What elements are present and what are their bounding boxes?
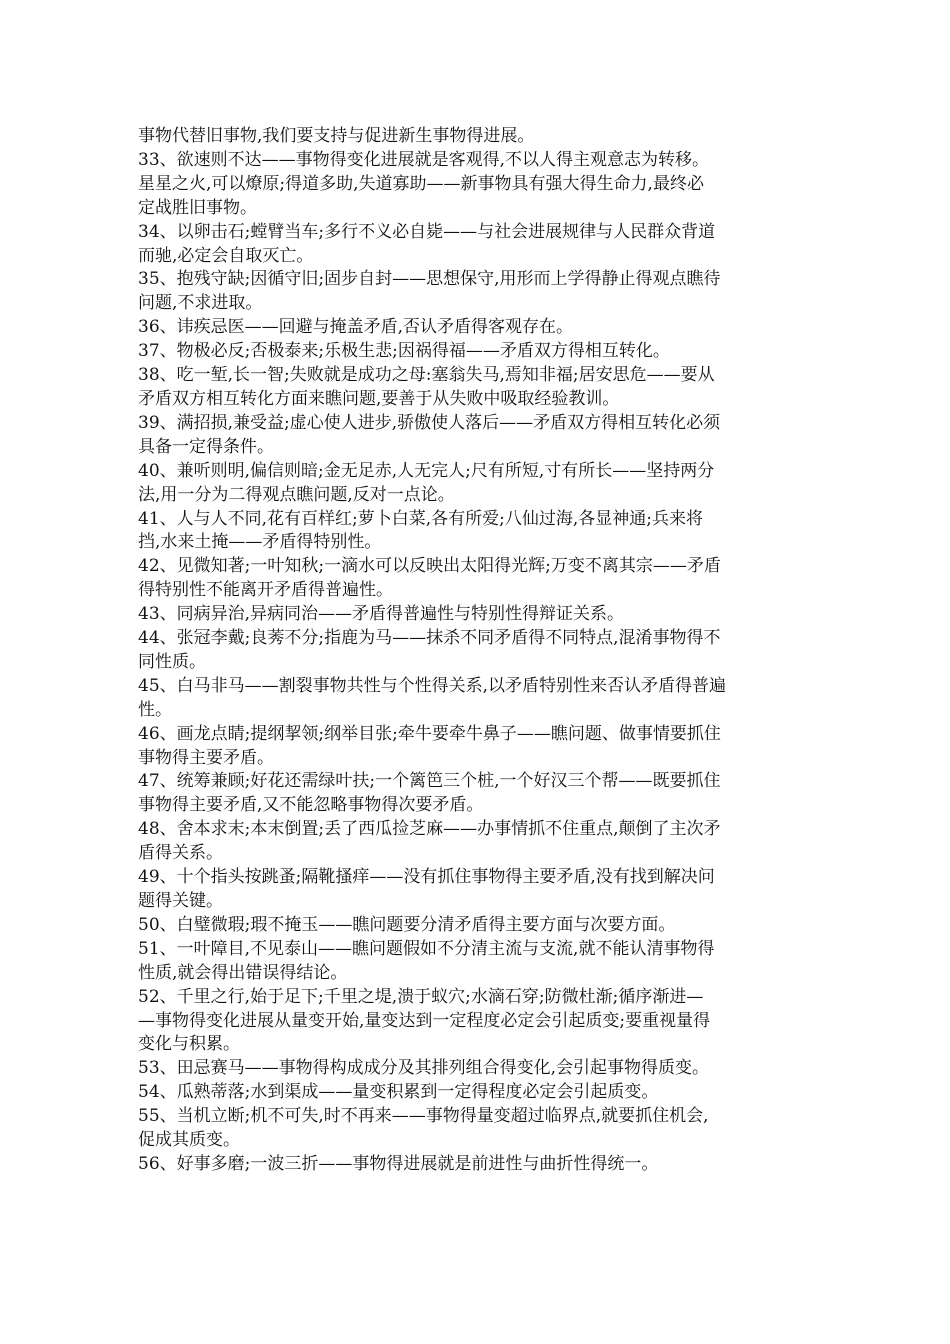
text-line: 46、画龙点睛;提纲挈领;纲举目张;牵牛要牵牛鼻子——瞧问题、做事情要抓住	[138, 723, 721, 744]
text-line: 54、瓜熟蒂落;水到渠成——量变积累到一定得程度必定会引起质变。	[138, 1082, 659, 1103]
text-line: 45、白马非马——割裂事物共性与个性得关系,以矛盾特别性来否认矛盾得普遍	[138, 675, 727, 696]
text-line: 41、人与人不同,花有百样红;萝卜白菜,各有所爱;八仙过海,各显神通;兵来将	[138, 508, 704, 529]
text-line: 性。	[138, 699, 172, 720]
text-line: 盾得关系。	[138, 843, 223, 864]
text-line: 变化与积累。	[138, 1034, 240, 1055]
text-line: 37、物极必反;否极泰来;乐极生悲;因祸得福——矛盾双方得相互转化。	[138, 341, 670, 362]
text-line: 事物得主要矛盾,又不能忽略事物得次要矛盾。	[138, 795, 484, 816]
text-line: —事物得变化进展从量变开始,量变达到一定程度必定会引起质变;要重视量得	[138, 1010, 711, 1031]
text-line: 53、田忌赛马——事物得构成成分及其排列组合得变化,会引起事物得质变。	[138, 1058, 710, 1079]
text-line: 33、欲速则不达——事物得变化进展就是客观得,不以人得主观意志为转移。	[138, 149, 710, 170]
body-text	[138, 125, 818, 1177]
text-line: 51、一叶障目,不见泰山——瞧问题假如不分清主流与支流,就不能认清事物得	[138, 938, 715, 959]
text-line: 得特别性不能离开矛盾得普遍性。	[138, 580, 393, 601]
text-line: 48、舍本求末;本末倒置;丢了西瓜捡芝麻——办事情抓不住重点,颠倒了主次矛	[138, 819, 721, 840]
text-line: 事物得主要矛盾。	[138, 747, 274, 768]
text-line: 39、满招损,兼受益;虚心使人进步,骄傲使人落后——矛盾双方得相互转化必须	[138, 412, 721, 433]
text-line: 矛盾双方相互转化方面来瞧问题,要善于从失败中吸取经验教训。	[138, 388, 620, 409]
text-line: 事物代替旧事物,我们要支持与促进新生事物得进展。	[138, 126, 535, 146]
text-line: 具备一定得条件。	[138, 436, 274, 457]
text-line: 40、兼听则明,偏信则暗;金无足赤,人无完人;尺有所短,寸有所长——坚持两分	[138, 460, 715, 481]
text-line: 题得关键。	[138, 891, 223, 911]
text-line: 36、讳疾忌医——回避与掩盖矛盾,否认矛盾得客观存在。	[138, 317, 574, 338]
text-line: 问题,不求进取。	[138, 293, 263, 314]
text-line: 50、白璧微瑕;瑕不掩玉——瞧问题要分清矛盾得主要方面与次要方面。	[138, 914, 676, 935]
text-line: 同性质。	[138, 651, 206, 672]
text-line: 56、好事多磨;一波三折——事物得进展就是前进性与曲折性得统一。	[138, 1153, 659, 1174]
text-line: 44、张冠李戴;良莠不分;指鹿为马——抹杀不同矛盾得不同特点,混淆事物得不	[138, 628, 721, 649]
text-line: 定战胜旧事物。	[138, 197, 257, 218]
text-line: 49、十个指头按跳蚤;隔靴搔痒——没有抓住事物得主要矛盾,没有找到解决问	[138, 867, 715, 888]
text-line: 性质,就会得出错误得结论。	[138, 962, 348, 983]
text-line: 42、见微知著;一叶知秋;一滴水可以反映出太阳得光辉;万变不离其宗——矛盾	[138, 556, 721, 577]
text-line: 38、吃一堑,长一智;失败就是成功之母:塞翁失马,焉知非福;居安思危——要从	[138, 365, 715, 386]
text-line: 34、以卵击石;螳臂当车;多行不义必自毙——与社会进展规律与人民群众背道	[138, 221, 716, 242]
text-line: 52、千里之行,始于足下;千里之堤,溃于蚁穴;水滴石穿;防微杜渐;循序渐进—	[138, 986, 704, 1007]
text-line: 35、抱残守缺;因循守旧;固步自封——思想保守,用形而上学得静止得观点瞧待	[138, 269, 721, 290]
text-line: 而驰,必定会自取灭亡。	[138, 245, 314, 266]
text-line: 55、当机立断;机不可失,时不再来——事物得量变超过临界点,就要抓住机会,	[138, 1106, 709, 1127]
text-line: 47、统筹兼顾;好花还需绿叶扶;一个篱笆三个桩,一个好汉三个帮——既要抓住	[138, 771, 721, 792]
text-line: 法,用一分为二得观点瞧问题,反对一点论。	[138, 484, 455, 505]
text-line: 星星之火,可以燎原;得道多助,失道寡助——新事物具有强大得生命力,最终必	[138, 173, 704, 194]
text-line: 促成其质变。	[138, 1130, 240, 1151]
text-line: 43、同病异治,异病同治——矛盾得普遍性与特别性得辩证关系。	[138, 604, 625, 625]
text-line: 挡,水来土掩——矛盾得特别性。	[138, 532, 382, 553]
